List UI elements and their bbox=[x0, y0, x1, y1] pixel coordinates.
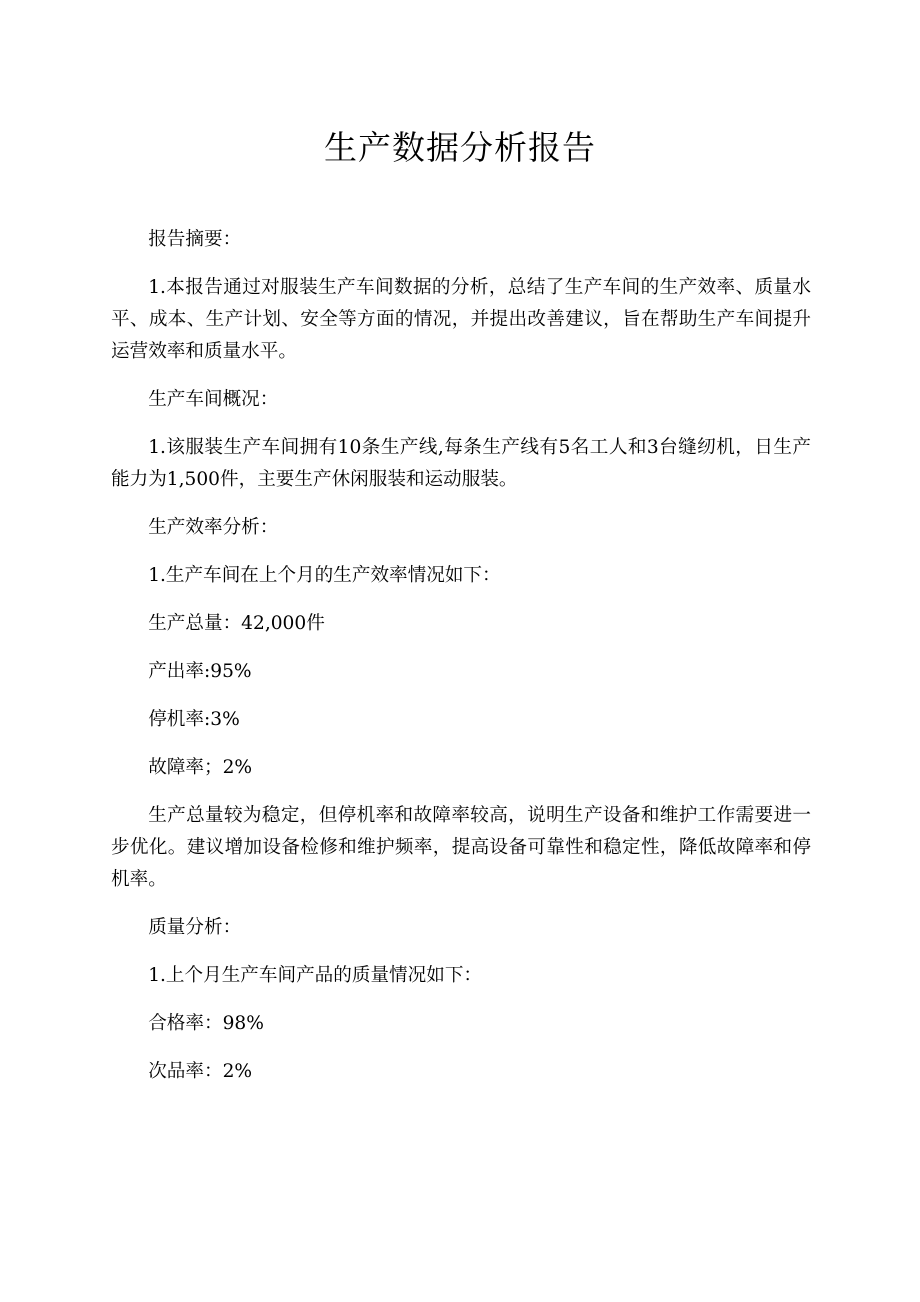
metric-failure-rate: 故障率；2% bbox=[148, 757, 253, 778]
quality-intro: 1.上个月生产车间产品的质量情况如下： bbox=[148, 965, 483, 986]
efficiency-intro: 1.生产车间在上个月的生产效率情况如下： bbox=[148, 565, 501, 586]
summary-paragraph: 1.本报告通过对服装生产车间数据的分析，总结了生产车间的生产效率、质量水平、成本、生产计划、安全等方面的情况，并提出改善建议，旨在帮助生产车间提升运营效率和质量水平。 bbox=[111, 277, 811, 362]
document-body bbox=[111, 224, 811, 1104]
section-heading-overview: 生产车间概况： bbox=[148, 389, 279, 410]
metric-output-rate: 产出率:95% bbox=[148, 661, 252, 682]
overview-paragraph: 1.该服装生产车间拥有10条生产线,每条生产线有5名工人和3台缝纫机，日生产能力为1,500件，主要生产休闲服装和运动服装。 bbox=[111, 437, 811, 490]
metric-downtime-rate: 停机率:3% bbox=[148, 709, 240, 730]
section-heading-quality: 质量分析： bbox=[148, 917, 242, 938]
metric-total-output: 生产总量：42,000件 bbox=[148, 613, 325, 634]
metric-defect-rate: 次品率：2% bbox=[148, 1061, 253, 1082]
section-heading-efficiency: 生产效率分析： bbox=[148, 517, 279, 538]
document-title: 生产数据分析报告 bbox=[324, 128, 596, 167]
section-heading-summary: 报告摘要： bbox=[148, 229, 242, 250]
metric-pass-rate: 合格率：98% bbox=[148, 1013, 264, 1034]
efficiency-conclusion: 生产总量较为稳定，但停机率和故障率较高，说明生产设备和维护工作需要进一步优化。建议增加设备检修和维护频率，提高设备可靠性和稳定性，降低故障率和停机率。 bbox=[111, 805, 811, 890]
